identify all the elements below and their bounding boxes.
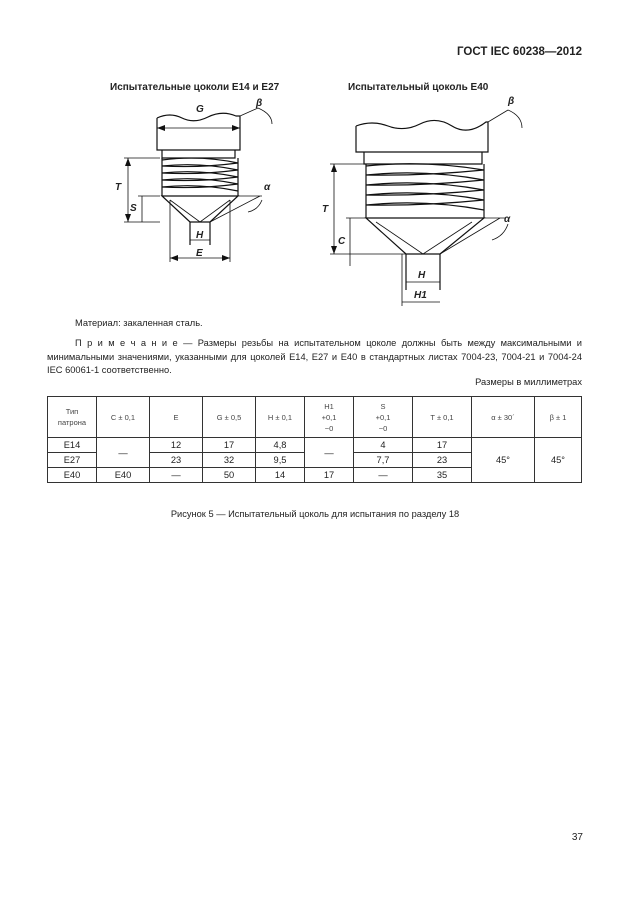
note-paragraph <box>47 337 582 378</box>
dimensions-table <box>47 396 582 483</box>
label-E: E <box>196 248 203 259</box>
table-header-row <box>48 397 582 438</box>
page-number: 37 <box>571 832 583 843</box>
cell-beta-merged: 45° <box>535 438 582 483</box>
note-text: Размеры резьбы на испытательном цоколе должны быть между максимальными и минимальными значениями, указанными для цоколей Е14, Е27 и Е40 в стандартных листах 7004-23, 7004-21 и 7004-24 IEC 60061-1 соответственно. <box>47 338 583 375</box>
label-H-right: H <box>418 270 426 281</box>
label-G: G <box>196 104 204 115</box>
cell-E: 23 <box>150 453 203 468</box>
cell-S: — <box>354 468 413 483</box>
label-H-left: H <box>196 230 204 241</box>
cell-E: 12 <box>150 438 203 453</box>
th-H1: H1 +0,1 −0 <box>305 397 354 438</box>
label-alpha-right: α <box>504 214 511 225</box>
label-beta-right: β <box>508 96 515 107</box>
label-T-left: T <box>115 182 122 193</box>
cell-type: Е14 <box>48 438 97 453</box>
cell-C: Е40 <box>97 468 150 483</box>
left-figure-title: Испытательные цоколи Е14 и Е27 <box>110 82 280 93</box>
cell-T: 23 <box>413 453 472 468</box>
document-code: ГОСТ IEC 60238—2012 <box>457 46 582 58</box>
cell-type: Е40 <box>48 468 97 483</box>
label-S: S <box>130 203 137 214</box>
note-prefix: П р и м е ч а н и е — <box>75 338 193 348</box>
th-H: H ± 0,1 <box>256 397 305 438</box>
th-T: T ± 0,1 <box>413 397 472 438</box>
cell-G: 17 <box>203 438 256 453</box>
test-cap-drawings <box>0 0 630 320</box>
cell-G: 50 <box>203 468 256 483</box>
cell-H1: 17 <box>305 468 354 483</box>
th-beta: β ± 1 <box>535 397 582 438</box>
cell-H: 9,5 <box>256 453 305 468</box>
th-C: C ± 0,1 <box>97 397 150 438</box>
cell-H1-merged: — <box>305 438 354 468</box>
cell-type: Е27 <box>48 453 97 468</box>
cell-alpha-merged: 45° <box>472 438 535 483</box>
cell-C-merged: — <box>97 438 150 468</box>
label-beta-left: β <box>256 98 263 109</box>
cell-H: 14 <box>256 468 305 483</box>
th-alpha: α ± 30´ <box>472 397 535 438</box>
cell-S: 7,7 <box>354 453 413 468</box>
th-E: E <box>150 397 203 438</box>
material-note: Материал: закаленная сталь. <box>75 318 203 328</box>
th-S: S +0,1 −0 <box>354 397 413 438</box>
figure-area <box>0 0 630 320</box>
figure-caption: Рисунок 5 — Испытательный цоколь для испытания по разделу 18 <box>170 509 460 519</box>
cell-E: — <box>150 468 203 483</box>
label-T-right: T <box>322 204 329 215</box>
label-C: C <box>338 236 346 247</box>
cell-T: 17 <box>413 438 472 453</box>
cell-G: 32 <box>203 453 256 468</box>
table-row <box>48 438 582 453</box>
right-cap-drawing <box>330 110 522 306</box>
label-alpha-left: α <box>264 182 271 193</box>
th-type: Тип патрона <box>48 397 97 438</box>
cell-T: 35 <box>413 468 472 483</box>
cell-S: 4 <box>354 438 413 453</box>
cell-H: 4,8 <box>256 438 305 453</box>
right-figure-title: Испытательный цоколь Е40 <box>348 82 489 93</box>
th-G: G ± 0,5 <box>203 397 256 438</box>
label-H1: H1 <box>414 290 427 301</box>
units-note: Размеры в миллиметрах <box>475 377 582 387</box>
